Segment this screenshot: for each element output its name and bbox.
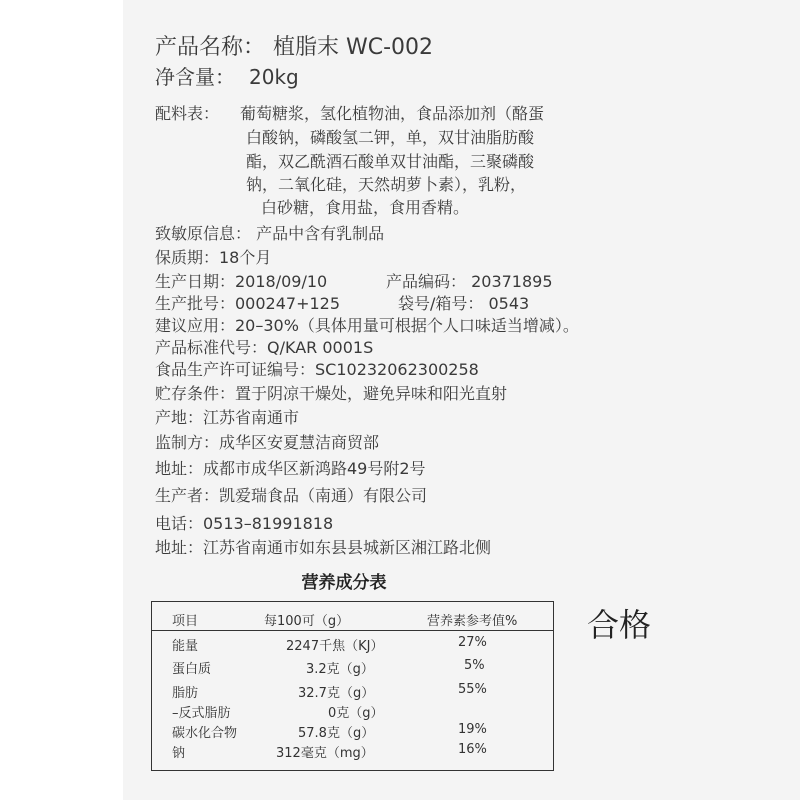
allergen-info: 致敏原信息： 产品中含有乳制品 — [155, 224, 385, 243]
production-date: 生产日期：2018/09/10 — [155, 272, 328, 291]
table-cell-item: 蛋白质 — [172, 662, 212, 677]
supervisor: 监制方：成华区安夏慧洁商贸部 — [155, 433, 380, 452]
batch-number: 生产批号：000247+125 — [155, 294, 341, 313]
table-cell-amount: 57.8克（g） — [298, 726, 375, 741]
product-standard: 产品标准代号：Q/KAR 0001S — [155, 338, 374, 357]
net-content-line — [155, 61, 299, 90]
table-cell-amount: 3.2克（g） — [306, 662, 374, 677]
ingredients-line: 酯，双乙酰酒石酸单双甘油酯，三聚磷酸 — [246, 152, 535, 171]
net-content-label: 净含量： — [155, 65, 235, 89]
table-header-item: 项目 — [172, 614, 199, 629]
nutrition-table — [151, 601, 554, 771]
nutrition-title: 营养成分表 — [301, 573, 387, 593]
phone: 电话：0513–81991818 — [155, 514, 334, 533]
production-license: 食品生产许可证编号：SC10232062300258 — [155, 360, 479, 379]
ingredients-line: 白酸钠，磷酸氢二钾，单，双甘油脂肪酸 — [246, 128, 535, 147]
table-cell-item: 钠 — [172, 746, 186, 761]
table-cell-nrv: 16% — [458, 742, 487, 757]
place-of-origin: 产地：江苏省南通市 — [155, 408, 300, 427]
table-header-divider — [152, 630, 553, 631]
table-cell-nrv: 19% — [458, 722, 487, 737]
shelf-life: 保质期：18个月 — [155, 248, 272, 267]
table-header-per100: 每100可（g） — [264, 614, 350, 629]
supervisor-address: 地址：成都市成华区新鸿路49号附2号 — [155, 459, 426, 478]
manufacturer-address: 地址：江苏省南通市如东县县城新区湘江路北侧 — [155, 538, 492, 557]
ingredients-line: 葡萄糖浆，氢化植物油，食品添加剂（酪蛋 — [240, 104, 545, 123]
storage-conditions: 贮存条件：置于阴凉干燥处，避免异味和阳光直射 — [155, 384, 508, 403]
product-code: 产品编码： 20371895 — [386, 272, 553, 291]
product-name-line — [155, 30, 433, 61]
product-name-label: 产品名称： — [155, 35, 266, 60]
table-header-nrv: 营养素参考值% — [427, 614, 518, 629]
table-cell-nrv: 55% — [458, 682, 487, 697]
table-cell-amount: 0克（g） — [328, 706, 384, 721]
table-cell-item: 能量 — [172, 639, 199, 654]
ingredients-line: 钠，二氧化硅，天然胡萝卜素），乳粉， — [246, 175, 527, 194]
table-cell-amount: 2247千焦（KJ） — [286, 639, 384, 654]
table-cell-amount: 312毫克（mg） — [276, 746, 374, 761]
manufacturer: 生产者：凯爱瑞食品（南通）有限公司 — [155, 486, 428, 505]
table-cell-item: 脂肪 — [172, 686, 199, 701]
table-cell-amount: 32.7克（g） — [298, 686, 375, 701]
ingredients-line: 白砂糖，食用盐，食用香精。 — [261, 198, 470, 217]
table-cell-item: –反式脂肪 — [172, 706, 231, 721]
product-name-value: 植脂末 WC-002 — [273, 35, 434, 60]
ingredients-label: 配料表： — [155, 104, 220, 123]
net-content-value: 20kg — [249, 65, 299, 89]
bag-number: 袋号/箱号： 0543 — [398, 294, 530, 313]
pass-stamp: 合格 — [587, 606, 652, 644]
suggested-usage: 建议应用：20–30%（具体用量可根据个人口味适当增减）。 — [155, 316, 579, 335]
table-cell-nrv: 27% — [458, 635, 487, 650]
table-cell-item: 碳水化合物 — [172, 726, 238, 741]
table-cell-nrv: 5% — [464, 658, 485, 673]
